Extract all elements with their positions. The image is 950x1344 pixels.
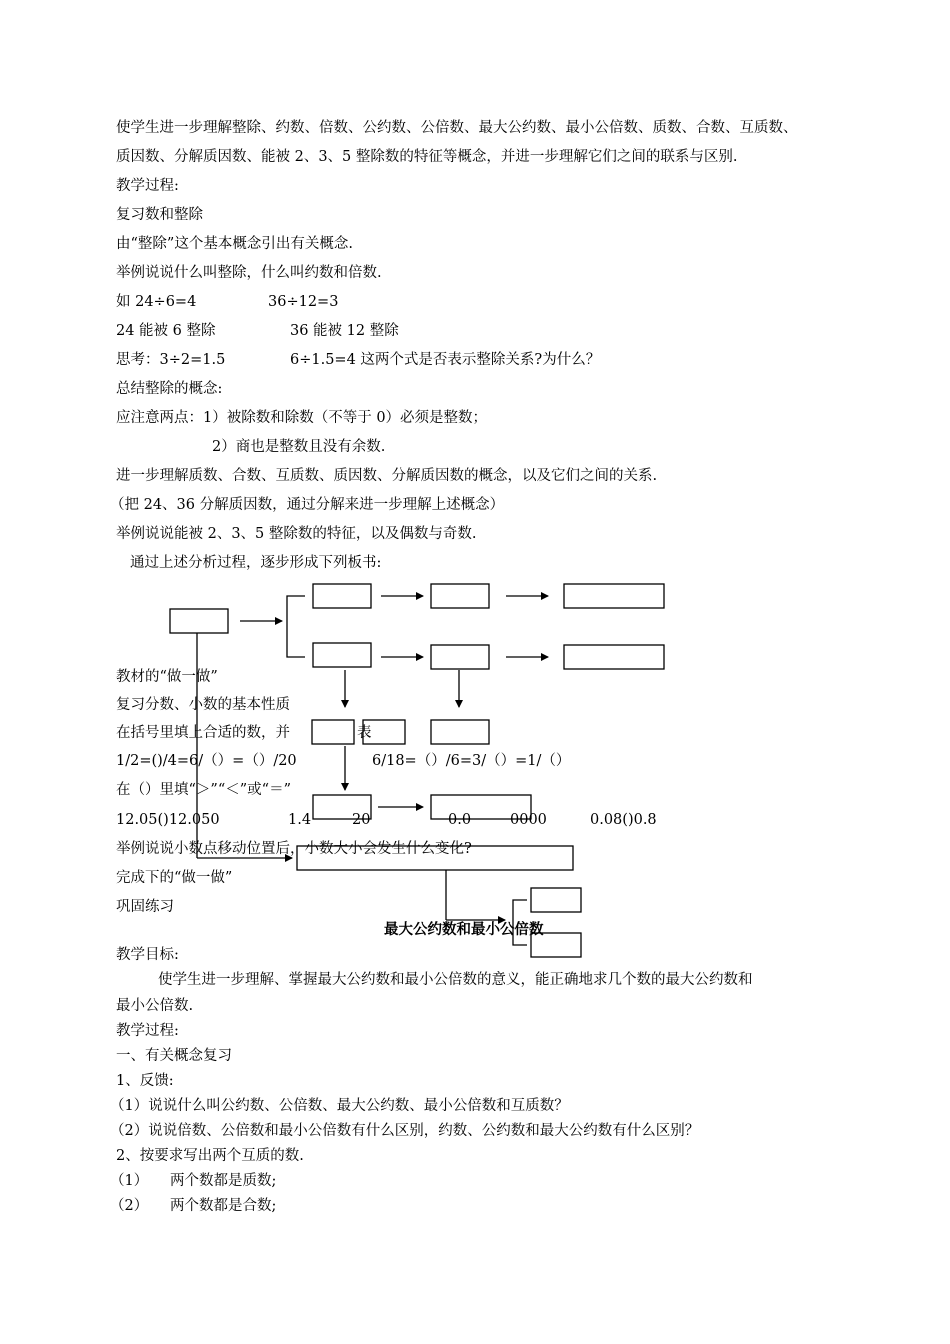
board-box-a2 (431, 584, 489, 608)
fill-in-a: 在括号里填上合适的数，并 (116, 725, 290, 741)
board-box-c1 (312, 720, 354, 744)
board-intro: 通过上述分析过程，逐步形成下列板书: (130, 555, 382, 571)
think-1: 思考：3÷2=1.5 (116, 352, 226, 368)
from-concept: 由“整除”这个基本概念引出有关概念. (116, 236, 353, 252)
decimal-4: 0.0 (448, 812, 472, 828)
divisible-2: 36 能被 12 整除 (290, 323, 399, 339)
example-ask: 举例说说什么叫整除，什么叫约数和倍数. (116, 265, 382, 281)
decimal-6: 0.08()0.8 (590, 812, 657, 828)
fill-in-b: 表 (357, 725, 372, 741)
question-1: （1）说说什么叫公约数、公倍数、最大公约数、最小公倍数和互质数？ (110, 1098, 569, 1114)
intro-line-2: 质因数、分解质因数、能被 2、3、5 整除数的特征等概念，并进一步理解它们之间的联系与区别. (116, 149, 738, 165)
requirement-2: 两个数都是合数; (170, 1198, 277, 1214)
review-fraction: 复习分数、小数的基本性质 (116, 697, 290, 713)
task-2: 2、按要求写出两个互质的数. (116, 1148, 304, 1164)
decimal-5: 0000 (510, 812, 547, 828)
board-box-a1 (313, 584, 371, 608)
goal-1: 使学生进一步理解、掌握最大公约数和最小公倍数的意义，能正确地求几个数的最大公约数和 (158, 972, 753, 988)
decimal-2: 1.4 (288, 812, 312, 828)
goal-2: 最小公倍数. (116, 998, 194, 1014)
practice: 巩固练习 (116, 899, 174, 915)
decimal-3: 20 (352, 812, 371, 828)
equation-2: 36÷12=3 (268, 294, 339, 310)
board-box-root (170, 609, 228, 633)
review-divisibility: 复习数和整除 (116, 207, 203, 223)
board-box-b2 (431, 645, 489, 669)
board-box-b1 (313, 643, 371, 667)
divisible-1: 24 能被 6 整除 (116, 323, 216, 339)
compare-instruction: 在（）里填“＞”“＜”或“＝” (116, 782, 291, 798)
section-1: 一、有关概念复习 (116, 1048, 232, 1064)
requirement-2-number: （2） (110, 1198, 149, 1214)
summary: 总结整除的概念: (116, 381, 223, 397)
decimal-1: 12.05()12.050 (116, 812, 220, 828)
requirement-1: 两个数都是质数; (170, 1173, 277, 1189)
note-2: 2）商也是整数且没有余数. (212, 439, 386, 455)
textbook-exercise: 教材的“做一做” (116, 669, 218, 685)
equation-1: 如 24÷6=4 (116, 294, 197, 310)
note-1: 应注意两点：1）被除数和除数（不等于 0）必须是整数； (116, 410, 488, 426)
requirement-1-number: （1） (110, 1173, 149, 1189)
board-box-c3 (431, 720, 489, 744)
fraction-2: 6/18=（）/6=3/（）=1/（） (372, 753, 571, 769)
lesson-2-title: 最大公约数和最小公倍数 (384, 922, 544, 938)
board-box-a3 (564, 584, 664, 608)
features: 举例说说能被 2、3、5 整除数的特征，以及偶数与奇数. (116, 526, 477, 542)
feedback: 1、反馈: (116, 1073, 174, 1089)
board-bracket (287, 596, 305, 657)
intro-line-1: 使学生进一步理解整除、约数、倍数、公约数、公倍数、最大公约数、最小公倍数、质数、合数、互质数、 (116, 120, 798, 136)
process-label: 教学过程: (116, 178, 179, 194)
process-label-2: 教学过程: (116, 1023, 179, 1039)
fraction-1: 1/2=()/4=6/（）=（）/20 (116, 753, 297, 769)
board-box-b3 (564, 645, 664, 669)
think-2: 6÷1.5=4 这两个式是否表示整除关系?为什么？ (290, 352, 601, 368)
board-box-f1 (531, 888, 581, 912)
decimal-move: 举例说说小数点移动位置后，小数大小会发生什么变化? (116, 841, 472, 857)
factor-hint: （把 24、36 分解质因数，通过分解来进一步理解上述概念） (110, 497, 505, 513)
further: 进一步理解质数、合数、互质数、质因数、分解质因数的概念，以及它们之间的关系. (116, 468, 658, 484)
finish-exercise: 完成下的“做一做” (116, 870, 233, 886)
goal-label: 教学目标: (116, 947, 179, 963)
question-2: （2）说说倍数、公倍数和最小公倍数有什么区别，约数、公约数和最大公约数有什么区别？ (110, 1123, 700, 1139)
